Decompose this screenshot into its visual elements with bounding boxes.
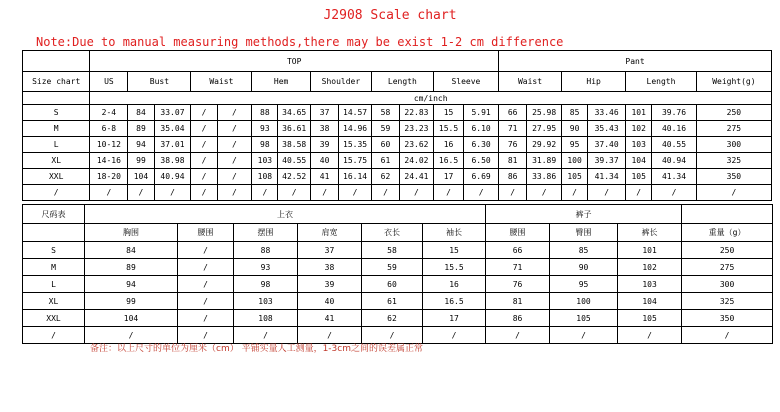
table-cell: /: [191, 137, 217, 153]
table-cell: 103: [234, 293, 298, 310]
table-cell: /: [311, 185, 339, 201]
table-cell: 98: [234, 276, 298, 293]
size-cell: S: [23, 105, 90, 121]
pant-section-header: Pant: [499, 51, 772, 72]
table-cell: /: [234, 327, 298, 344]
table-cell: 22.83: [400, 105, 434, 121]
table-cell: 81: [499, 153, 527, 169]
size-cell: /: [23, 327, 85, 344]
table-cell: 17: [423, 310, 486, 327]
table-cell: 14.96: [339, 121, 372, 137]
table-cell: 23.62: [400, 137, 434, 153]
table-cell: 62: [362, 310, 423, 327]
table-cell: /: [191, 185, 217, 201]
table-cell: 62: [371, 169, 399, 185]
table-cell: 104: [128, 169, 154, 185]
table-cell: 275: [696, 121, 771, 137]
header-pant-length: Length: [626, 72, 697, 92]
table-cell: /: [128, 185, 154, 201]
table-cell: /: [339, 185, 372, 201]
table-cell: /: [85, 327, 178, 344]
table-cell: 250: [696, 105, 771, 121]
table-cell: 14.57: [339, 105, 372, 121]
table-row: [23, 105, 772, 121]
header-size-chart: Size chart: [23, 72, 90, 92]
table-cell: 90: [562, 121, 588, 137]
table-row: [23, 185, 772, 201]
table-cell: /: [486, 327, 550, 344]
table-cell: 300: [682, 276, 773, 293]
footer-note: 备注：以上尺寸的单位为厘米（cm） 平铺实量人工测量，1-3cm之间的误差属正常: [90, 344, 423, 354]
table-cell: 60: [362, 276, 423, 293]
table-cell: 15.35: [339, 137, 372, 153]
table1-body: [23, 105, 772, 201]
cn-header-cell: 腰围: [178, 224, 234, 242]
table-cell: 105: [550, 310, 618, 327]
table-cell: 6.10: [464, 121, 499, 137]
header-length: Length: [371, 72, 433, 92]
table-cell: 300: [696, 137, 771, 153]
size-chart-table-english: [22, 50, 772, 201]
top-section-header: TOP: [90, 51, 499, 72]
table-cell: 350: [696, 169, 771, 185]
table-cell: 29.92: [527, 137, 562, 153]
table-cell: 37: [311, 105, 339, 121]
table-cell: 38.98: [154, 153, 191, 169]
table-cell: 38: [311, 121, 339, 137]
table-cell: 89: [128, 121, 154, 137]
table-cell: /: [550, 327, 618, 344]
table-cell: 33.46: [588, 105, 626, 121]
table-cell: /: [191, 121, 217, 137]
cn-header-cell: 衣长: [362, 224, 423, 242]
table-cell: 6.69: [464, 169, 499, 185]
table-cell: 66: [499, 105, 527, 121]
cn-header-cell: 摆围: [234, 224, 298, 242]
table-cell: 16.5: [423, 293, 486, 310]
table-cell: /: [433, 185, 463, 201]
table-row: [23, 293, 773, 310]
table-cell: 40.94: [154, 169, 191, 185]
table-cell: 88: [234, 242, 298, 259]
table-cell: 37: [298, 242, 362, 259]
table-cell: 108: [252, 169, 278, 185]
header-sleeve: Sleeve: [433, 72, 498, 92]
table-cell: 34.65: [278, 105, 311, 121]
table-cell: 85: [550, 242, 618, 259]
blank-cell: [682, 205, 773, 224]
table-cell: 99: [85, 293, 178, 310]
table-cell: 84: [85, 242, 178, 259]
table-cell: 39.76: [652, 105, 697, 121]
cn-header-cell: 臀围: [550, 224, 618, 242]
table-cell: 17: [433, 169, 463, 185]
table-cell: 100: [550, 293, 618, 310]
table-cell: 93: [234, 259, 298, 276]
table-cell: /: [90, 185, 128, 201]
table-cell: 38.58: [278, 137, 311, 153]
table-cell: 250: [682, 242, 773, 259]
table-cell: 5.91: [464, 105, 499, 121]
table-cell: 40.94: [652, 153, 697, 169]
table-cell: 35.43: [588, 121, 626, 137]
table-cell: 24.41: [400, 169, 434, 185]
table-cell: 71: [486, 259, 550, 276]
table-cell: /: [696, 185, 771, 201]
table-cell: /: [217, 121, 252, 137]
table-cell: 61: [371, 153, 399, 169]
table-cell: 84: [128, 105, 154, 121]
table-cell: 41: [298, 310, 362, 327]
table-cell: 10-12: [90, 137, 128, 153]
table-cell: 103: [626, 137, 652, 153]
table-cell: /: [217, 185, 252, 201]
table-cell: 33.07: [154, 105, 191, 121]
cn-size-chart-label: 尺码表: [23, 205, 85, 224]
table-cell: /: [562, 185, 588, 201]
table-cell: 58: [371, 105, 399, 121]
table-row: [23, 121, 772, 137]
table-cell: 15.5: [433, 121, 463, 137]
table-cell: 105: [618, 310, 682, 327]
table-cell: 6.30: [464, 137, 499, 153]
table-row: [23, 310, 773, 327]
cn-header-cell: 裤长: [618, 224, 682, 242]
table-cell: 6-8: [90, 121, 128, 137]
table-cell: 100: [562, 153, 588, 169]
size-chart-table-chinese: [22, 204, 773, 344]
table-cell: 40.16: [652, 121, 697, 137]
table-cell: 275: [682, 259, 773, 276]
table-cell: 61: [362, 293, 423, 310]
table-cell: 104: [626, 153, 652, 169]
table-cell: 101: [626, 105, 652, 121]
table-cell: 104: [85, 310, 178, 327]
table-cell: 59: [362, 259, 423, 276]
table-cell: 86: [486, 310, 550, 327]
chart-title: J2908 Scale chart: [323, 8, 457, 23]
table-cell: 85: [562, 105, 588, 121]
table-cell: 101: [618, 242, 682, 259]
table-cell: 14-16: [90, 153, 128, 169]
table-cell: /: [626, 185, 652, 201]
size-cell: XL: [23, 293, 85, 310]
table-row: [23, 259, 773, 276]
table-row: [23, 169, 772, 185]
table-cell: 94: [85, 276, 178, 293]
size-cell: L: [23, 276, 85, 293]
cn-top-section-header: 上衣: [85, 205, 486, 224]
size-cell: XL: [23, 153, 90, 169]
table-cell: 94: [128, 137, 154, 153]
header-waist: Waist: [191, 72, 252, 92]
table-row: [23, 137, 772, 153]
table-cell: /: [178, 276, 234, 293]
cn-header-cell: 腰围: [486, 224, 550, 242]
size-cell: XXL: [23, 310, 85, 327]
cn-pant-section-header: 裤子: [486, 205, 682, 224]
table-cell: /: [191, 153, 217, 169]
table-cell: 86: [499, 169, 527, 185]
size-cell: M: [23, 259, 85, 276]
table-cell: 325: [696, 153, 771, 169]
blank-cell: [23, 224, 85, 242]
table-cell: 105: [562, 169, 588, 185]
table-cell: /: [191, 105, 217, 121]
table-cell: 16: [423, 276, 486, 293]
table-cell: 40: [298, 293, 362, 310]
table-cell: 93: [252, 121, 278, 137]
header-weight: Weight(g): [696, 72, 771, 92]
table-cell: /: [423, 327, 486, 344]
table-cell: 108: [234, 310, 298, 327]
table-cell: /: [588, 185, 626, 201]
table-cell: 105: [626, 169, 652, 185]
table-row: [23, 153, 772, 169]
cn-header-cell: 袖长: [423, 224, 486, 242]
table-cell: 31.89: [527, 153, 562, 169]
table-cell: 27.95: [527, 121, 562, 137]
table-cell: /: [362, 327, 423, 344]
header-shoulder: Shoulder: [311, 72, 372, 92]
table-cell: /: [499, 185, 527, 201]
table-cell: /: [400, 185, 434, 201]
table-cell: 39: [298, 276, 362, 293]
table-cell: 66: [486, 242, 550, 259]
table-cell: 76: [486, 276, 550, 293]
table-cell: 71: [499, 121, 527, 137]
table-cell: /: [278, 185, 311, 201]
table-cell: 36.61: [278, 121, 311, 137]
table-cell: /: [682, 327, 773, 344]
table-cell: /: [154, 185, 191, 201]
cn-header-cell: 肩宽: [298, 224, 362, 242]
table-cell: /: [217, 105, 252, 121]
table-cell: 6.50: [464, 153, 499, 169]
table-cell: /: [217, 137, 252, 153]
table-cell: 98: [252, 137, 278, 153]
table-cell: /: [527, 185, 562, 201]
header-hip: Hip: [562, 72, 626, 92]
table-cell: /: [178, 242, 234, 259]
table-cell: /: [178, 327, 234, 344]
table-cell: 103: [252, 153, 278, 169]
table-cell: 58: [362, 242, 423, 259]
table-cell: /: [464, 185, 499, 201]
table-cell: 42.52: [278, 169, 311, 185]
table-cell: 15: [433, 105, 463, 121]
table-cell: 104: [618, 293, 682, 310]
table-cell: 37.01: [154, 137, 191, 153]
table-cell: /: [191, 169, 217, 185]
table-cell: 16: [433, 137, 463, 153]
table-cell: /: [652, 185, 697, 201]
table-cell: 99: [128, 153, 154, 169]
table-cell: 25.98: [527, 105, 562, 121]
table-cell: /: [178, 310, 234, 327]
table-cell: 2-4: [90, 105, 128, 121]
table-cell: 60: [371, 137, 399, 153]
size-cell: XXL: [23, 169, 90, 185]
table-cell: 95: [562, 137, 588, 153]
table-cell: /: [298, 327, 362, 344]
table-cell: 40.55: [652, 137, 697, 153]
table-cell: 89: [85, 259, 178, 276]
header-bust: Bust: [128, 72, 191, 92]
table-cell: /: [178, 259, 234, 276]
table-row: [23, 242, 773, 259]
measurement-note: Note:Due to manual measuring methods,there may be exist 1-2 cm difference: [36, 35, 564, 49]
table-cell: 40: [311, 153, 339, 169]
unit-label: cm/inch: [90, 92, 772, 105]
table-cell: 16.14: [339, 169, 372, 185]
table-cell: 103: [618, 276, 682, 293]
table-cell: 15.75: [339, 153, 372, 169]
table-cell: /: [252, 185, 278, 201]
table-cell: /: [217, 169, 252, 185]
table-cell: 102: [618, 259, 682, 276]
table-cell: 37.40: [588, 137, 626, 153]
table-cell: /: [217, 153, 252, 169]
cn-header-cell: 胸围: [85, 224, 178, 242]
size-cell: M: [23, 121, 90, 137]
size-cell: S: [23, 242, 85, 259]
table-cell: 24.02: [400, 153, 434, 169]
table-cell: 76: [499, 137, 527, 153]
header-us: US: [90, 72, 128, 92]
table-row: [23, 276, 773, 293]
table-cell: 16.5: [433, 153, 463, 169]
table-cell: 18-20: [90, 169, 128, 185]
table-cell: 33.86: [527, 169, 562, 185]
blank-cell: [23, 51, 90, 72]
table-cell: 325: [682, 293, 773, 310]
header-pant-waist: Waist: [499, 72, 562, 92]
table-cell: 59: [371, 121, 399, 137]
table-cell: 90: [550, 259, 618, 276]
table-cell: 39: [311, 137, 339, 153]
table-cell: 15: [423, 242, 486, 259]
size-cell: L: [23, 137, 90, 153]
table-cell: 350: [682, 310, 773, 327]
table-cell: 15.5: [423, 259, 486, 276]
table-cell: 35.04: [154, 121, 191, 137]
header-hem: Hem: [252, 72, 311, 92]
table-cell: 41: [311, 169, 339, 185]
table-cell: 39.37: [588, 153, 626, 169]
table-cell: /: [178, 293, 234, 310]
table-cell: 81: [486, 293, 550, 310]
table-cell: /: [371, 185, 399, 201]
table-cell: 41.34: [588, 169, 626, 185]
table-cell: 38: [298, 259, 362, 276]
cn-header-cell: 重量（g）: [682, 224, 773, 242]
table-cell: 102: [626, 121, 652, 137]
table-cell: 95: [550, 276, 618, 293]
table-cell: /: [618, 327, 682, 344]
table-cell: 23.23: [400, 121, 434, 137]
table-cell: 40.55: [278, 153, 311, 169]
table2-body: [23, 242, 773, 344]
table-cell: 88: [252, 105, 278, 121]
size-cell: /: [23, 185, 90, 201]
table-cell: 41.34: [652, 169, 697, 185]
blank-cell: [23, 92, 90, 105]
